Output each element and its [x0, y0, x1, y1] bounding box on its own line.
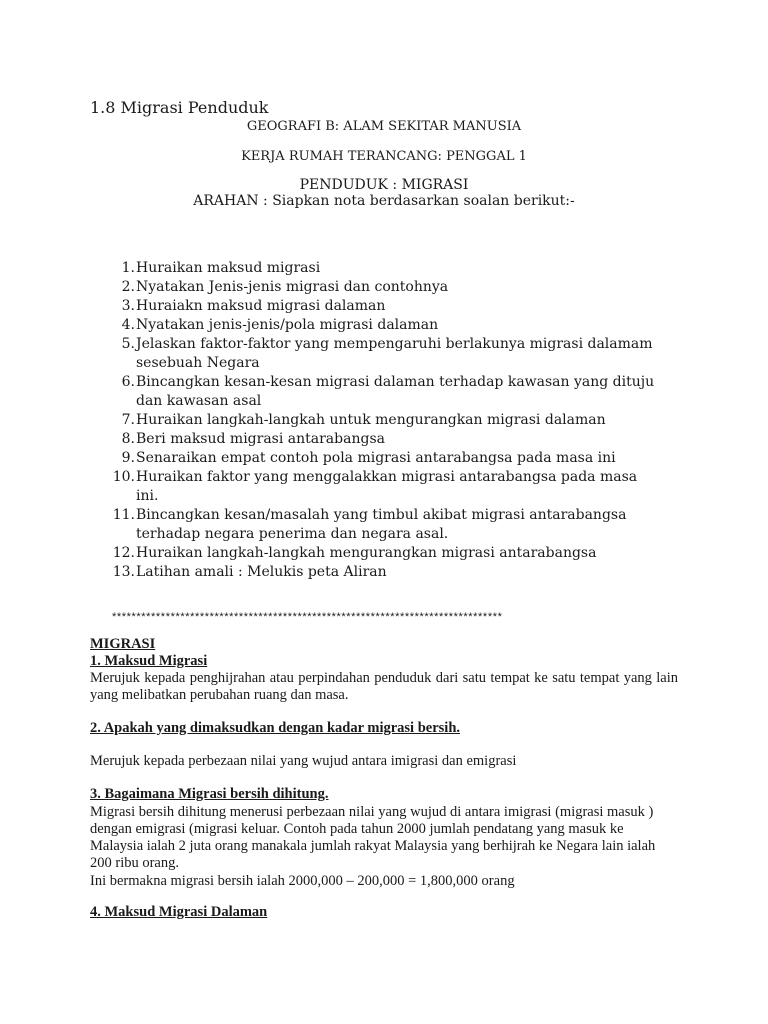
question-number: 13. — [112, 564, 135, 580]
question-text: Huraikan langkah-langkah mengurangkan migrasi antarabangsa — [136, 545, 597, 561]
note-heading-3: 3. Bagaimana Migrasi bersih dihitung. — [90, 786, 329, 802]
question-text: Huraikan faktor yang menggalakkan migrasi antarabangsa pada masa ini. — [136, 469, 638, 504]
note-paragraph-3: Migrasi bersih dihitung menerusi perbezaan nilai yang wujud di antara imigrasi (migrasi masuk ) dengan emigrasi (migrasi keluar. Contoh pada tahun 2000 jumlah pendatang yang masuk ke Malaysia ialah 2 juta orang manakala jumlah rakyat Malaysia yang berhijrah ke Negara lain ialah 200 ribu orang. — [90, 804, 656, 871]
question-list — [99, 259, 659, 582]
question-item — [99, 411, 659, 430]
question-number: 3. — [121, 298, 135, 314]
subject-heading: GEOGRAFI B: ALAM SEKITAR MANUSIA — [246, 119, 522, 134]
question-number: 1. — [121, 260, 135, 276]
question-item — [99, 259, 659, 278]
question-item — [99, 563, 659, 582]
question-item — [99, 506, 659, 544]
question-number: 8. — [121, 431, 135, 447]
note-paragraph-3b: Ini bermakna migrasi bersih ialah 2000,000 – 200,000 = 1,800,000 orang — [90, 873, 515, 889]
question-number: 11. — [112, 507, 135, 523]
question-number: 10. — [112, 469, 135, 485]
question-number: 12. — [112, 545, 135, 561]
question-text: Bincangkan kesan-kesan migrasi dalaman terhadap kawasan yang dituju dan kawasan asal — [136, 374, 655, 409]
question-item — [99, 297, 659, 316]
question-number: 6. — [121, 374, 135, 390]
question-item — [99, 449, 659, 468]
instruction-line: ARAHAN : Siapkan nota berdasarkan soalan berikut:- — [193, 193, 575, 209]
question-item — [99, 430, 659, 449]
separator-line: ******************************************************************************** — [112, 611, 503, 623]
topic-heading: PENDUDUK : MIGRASI — [299, 177, 469, 193]
question-number: 5. — [121, 336, 135, 352]
note-heading-4: 4. Maksud Migrasi Dalaman — [90, 904, 268, 920]
question-text: Senaraikan empat contoh pola migrasi antarabangsa pada masa ini — [136, 450, 616, 466]
notes-section — [90, 636, 678, 921]
question-item — [99, 468, 659, 506]
question-text: Nyatakan Jenis-jenis migrasi dan contohnya — [136, 279, 449, 295]
question-number: 7. — [121, 412, 135, 428]
question-text: Bincangkan kesan/masalah yang timbul akibat migrasi antarabangsa terhadap negara penerima dan negara asal. — [136, 507, 627, 542]
question-item — [99, 544, 659, 563]
question-item — [99, 278, 659, 297]
section-title: MIGRASI — [90, 636, 156, 652]
question-text: Huraikan langkah-langkah untuk mengurangkan migrasi dalaman — [136, 412, 606, 428]
question-text: Nyatakan jenis-jenis/pola migrasi dalaman — [136, 317, 439, 333]
question-text: Jelaskan faktor-faktor yang mempengaruhi berlakunya migrasi dalamam sesebuah Negara — [136, 336, 653, 371]
question-number: 2. — [121, 279, 135, 295]
note-paragraph-1: Merujuk kepada penghijrahan atau perpindahan penduduk dari satu tempat ke satu tempat yang lain yang melibatkan perubahan ruang dan masa. — [90, 670, 678, 703]
page-title: 1.8 Migrasi Penduduk — [90, 98, 269, 117]
assignment-heading: KERJA RUMAH TERANCANG: PENGGAL 1 — [241, 149, 527, 164]
question-text: Latihan amali : Melukis peta Aliran — [136, 564, 387, 580]
note-heading-1: 1. Maksud Migrasi — [90, 653, 208, 669]
question-text: Huraikan maksud migrasi — [136, 260, 321, 276]
question-item — [99, 316, 659, 335]
question-item — [99, 335, 659, 373]
question-item — [99, 373, 659, 411]
question-number: 4. — [121, 317, 135, 333]
question-text: Huraiakn maksud migrasi dalaman — [136, 298, 386, 314]
question-number: 9. — [121, 450, 135, 466]
question-text: Beri maksud migrasi antarabangsa — [136, 431, 385, 447]
note-heading-2: 2. Apakah yang dimaksudkan dengan kadar migrasi bersih. — [90, 720, 461, 736]
note-paragraph-2: Merujuk kepada perbezaan nilai yang wujud antara imigrasi dan emigrasi — [90, 753, 517, 769]
